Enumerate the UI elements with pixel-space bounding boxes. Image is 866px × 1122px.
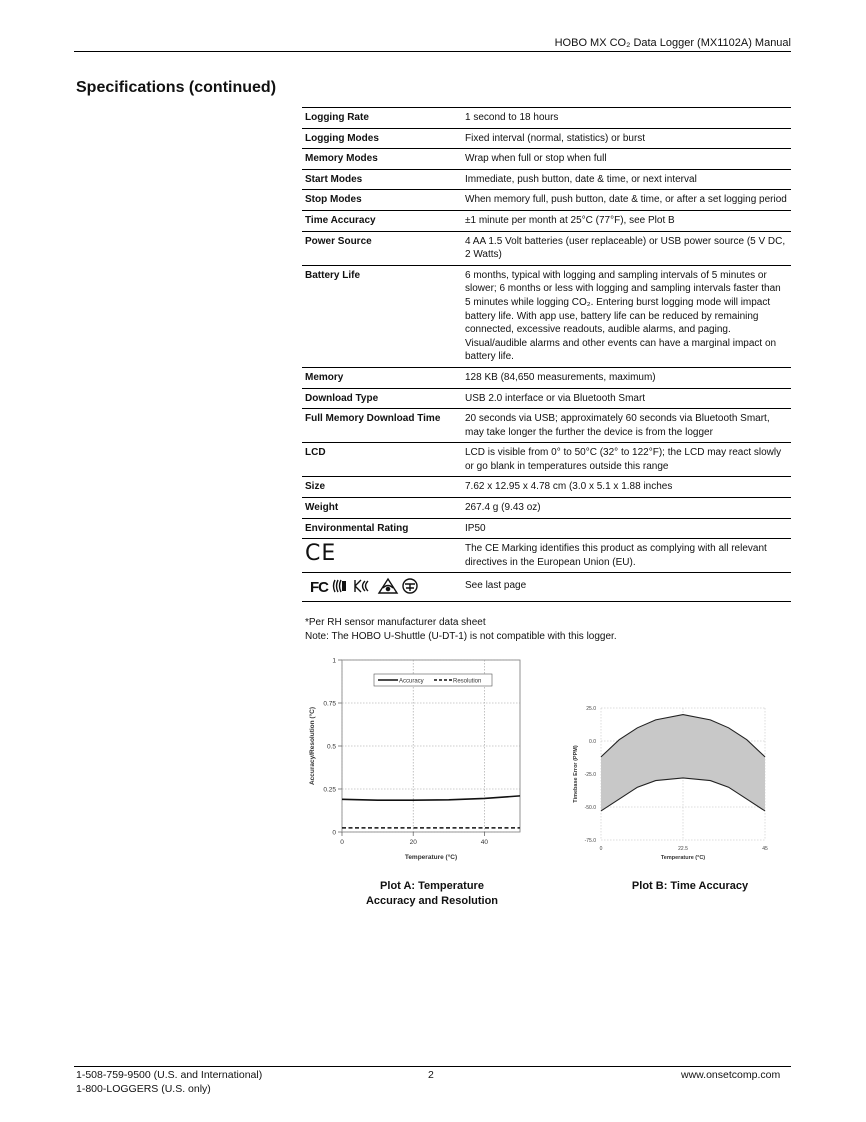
fcc-mark-icon: FC	[310, 579, 328, 597]
plot-a-caption-line1: Plot A: Temperature	[380, 880, 484, 892]
spec-value: 20 seconds via USB; approximately 60 seconds via Bluetooth Smart, may take longer the further the device is from the logger	[461, 409, 791, 443]
plot-a-xlabel: Temperature (°C)	[404, 854, 458, 861]
page-number: 2	[428, 1069, 434, 1081]
plot-a-caption-line2: Accuracy and Resolution	[365, 895, 499, 907]
spec-value: When memory full, push button, date & time, or after a set logging period	[461, 190, 791, 211]
plot-b-caption: Plot B: Time Accuracy	[631, 880, 749, 892]
spec-row	[302, 443, 791, 477]
note-rh-sensor: *Per RH sensor manufacturer data sheet	[305, 617, 486, 628]
spec-row	[302, 210, 791, 231]
spec-row	[302, 190, 791, 211]
spec-value: 1 second to 18 hours	[461, 108, 791, 129]
ce-row	[302, 539, 791, 573]
spec-label: Stop Modes	[302, 190, 461, 211]
plot-a-xtick-label: 0	[340, 839, 344, 846]
certification-description: See last page	[461, 573, 791, 602]
spec-value: 6 months, typical with logging and sampling intervals of 5 minutes or slower; 6 months or less with logging and sampling intervals faster than 5 minutes while logging CO₂. Entering burst logging mode will impact battery life. With app use, battery life can be reduced by remaining connected, excessive readouts, audible alarms, and paging. Visual/audible alarms and other events can have a marginal impact on battery life.	[461, 265, 791, 367]
header-title: HOBO MX CO₂ Data Logger (MX1102A) Manual	[554, 37, 791, 49]
spec-label: Full Memory Download Time	[302, 409, 461, 443]
plot-a-caption	[352, 879, 512, 909]
certification-icons	[302, 573, 461, 602]
spec-row	[302, 388, 791, 409]
spec-value: IP50	[461, 518, 791, 539]
spec-label: Battery Life	[302, 265, 461, 367]
plot-b-ytick-label: -50.0	[584, 805, 596, 811]
spec-row	[302, 518, 791, 539]
spec-value: USB 2.0 interface or via Bluetooth Smart	[461, 388, 791, 409]
footer-phone-us: 1-800-LOGGERS (U.S. only)	[76, 1083, 211, 1095]
plot-b-xtick-label: 22.5	[678, 846, 688, 852]
spec-label: Start Modes	[302, 169, 461, 190]
spec-label: Environmental Rating	[302, 518, 461, 539]
spec-value: Wrap when full or stop when full	[461, 149, 791, 170]
plot-b-ytick-label: -25.0	[584, 772, 596, 778]
spec-row	[302, 498, 791, 519]
spec-row	[302, 367, 791, 388]
spec-row	[302, 265, 791, 367]
plot-a-legend	[374, 674, 492, 686]
plot-a-xtick-label: 20	[409, 839, 417, 846]
footer-phone-intl: 1-508-759-9500 (U.S. and International)	[76, 1069, 263, 1081]
ce-description: The CE Marking identifies this product as complying with all relevant directives in the European Union (EU).	[461, 539, 791, 573]
plot-a-ylabel: Accuracy/Resolution (°C)	[309, 706, 316, 786]
plot-a-chart	[300, 650, 530, 865]
spec-label: Time Accuracy	[302, 210, 461, 231]
spec-value: 7.62 x 12.95 x 4.78 cm (3.0 x 5.1 x 1.88 inches	[461, 477, 791, 498]
industry-canada-icon	[334, 580, 347, 592]
spec-value: 128 KB (84,650 measurements, maximum)	[461, 367, 791, 388]
spec-label: Size	[302, 477, 461, 498]
spec-row	[302, 409, 791, 443]
spec-label: Memory	[302, 367, 461, 388]
plot-b-ylabel: Timebase Error (PPM)	[573, 745, 579, 803]
spec-row	[302, 128, 791, 149]
spec-label: Download Type	[302, 388, 461, 409]
spec-label: Power Source	[302, 231, 461, 265]
spec-value: ±1 minute per month at 25°C (77°F), see Plot B	[461, 210, 791, 231]
spec-label: Logging Modes	[302, 128, 461, 149]
rcm-mark-icon	[355, 580, 368, 592]
plot-a-ytick-label: 0	[332, 829, 336, 837]
spec-value: Immediate, push button, date & time, or next interval	[461, 169, 791, 190]
ce-mark-icon: CE	[305, 541, 337, 567]
spec-row	[302, 477, 791, 498]
plot-b-xlabel: Temperature (°C)	[660, 855, 706, 861]
plot-b-xtick-label: 45	[762, 846, 768, 852]
notes	[305, 616, 617, 643]
plot-a-ytick-label: 0.75	[323, 700, 336, 708]
certifications-row	[302, 573, 791, 602]
plot-a-ytick-label: 0.5	[326, 743, 336, 751]
page-header	[74, 36, 791, 52]
spec-label: LCD	[302, 443, 461, 477]
anatel-mark-icon	[379, 579, 397, 593]
telec-mark-icon	[403, 579, 417, 593]
plot-a-ytick-label: 0.25	[323, 786, 336, 794]
plot-b-chart	[565, 700, 780, 870]
footer-divider	[74, 1066, 791, 1067]
spec-row	[302, 169, 791, 190]
spec-label: Weight	[302, 498, 461, 519]
spec-value: LCD is visible from 0° to 50°C (32° to 122°F); the LCD may react slowly or go blank in temperatures outside this range	[461, 443, 791, 477]
note-u-shuttle: Note: The HOBO U-Shuttle (U-DT-1) is not compatible with this logger.	[305, 630, 617, 642]
plot-a-ytick-label: 1	[332, 657, 336, 665]
spec-label: Logging Rate	[302, 108, 461, 129]
spec-value: Fixed interval (normal, statistics) or burst	[461, 128, 791, 149]
spec-row	[302, 108, 791, 129]
spec-value: 267.4 g (9.43 oz)	[461, 498, 791, 519]
footer-website[interactable]: www.onsetcomp.com	[681, 1069, 781, 1081]
spec-label: Memory Modes	[302, 149, 461, 170]
plot-a-legend-label-accuracy: Accuracy	[399, 678, 424, 685]
specifications-table	[302, 107, 791, 602]
section-title: Specifications (continued)	[76, 79, 277, 96]
plot-b-xtick-label: 0	[599, 846, 603, 852]
spec-row	[302, 231, 791, 265]
plot-b-ytick-label: 0.0	[589, 739, 596, 745]
plot-b-ytick-label: -75.0	[584, 838, 596, 844]
plot-b-ytick-label: 25.0	[586, 706, 596, 712]
plot-a-xtick-label: 40	[480, 839, 489, 846]
spec-value: 4 AA 1.5 Volt batteries (user replaceable) or USB power source (5 V DC, 2 Watts)	[461, 231, 791, 265]
ce-mark-cell	[302, 539, 461, 573]
spec-row	[302, 149, 791, 170]
plot-a-legend-label-resolution: Resolution	[453, 678, 482, 685]
